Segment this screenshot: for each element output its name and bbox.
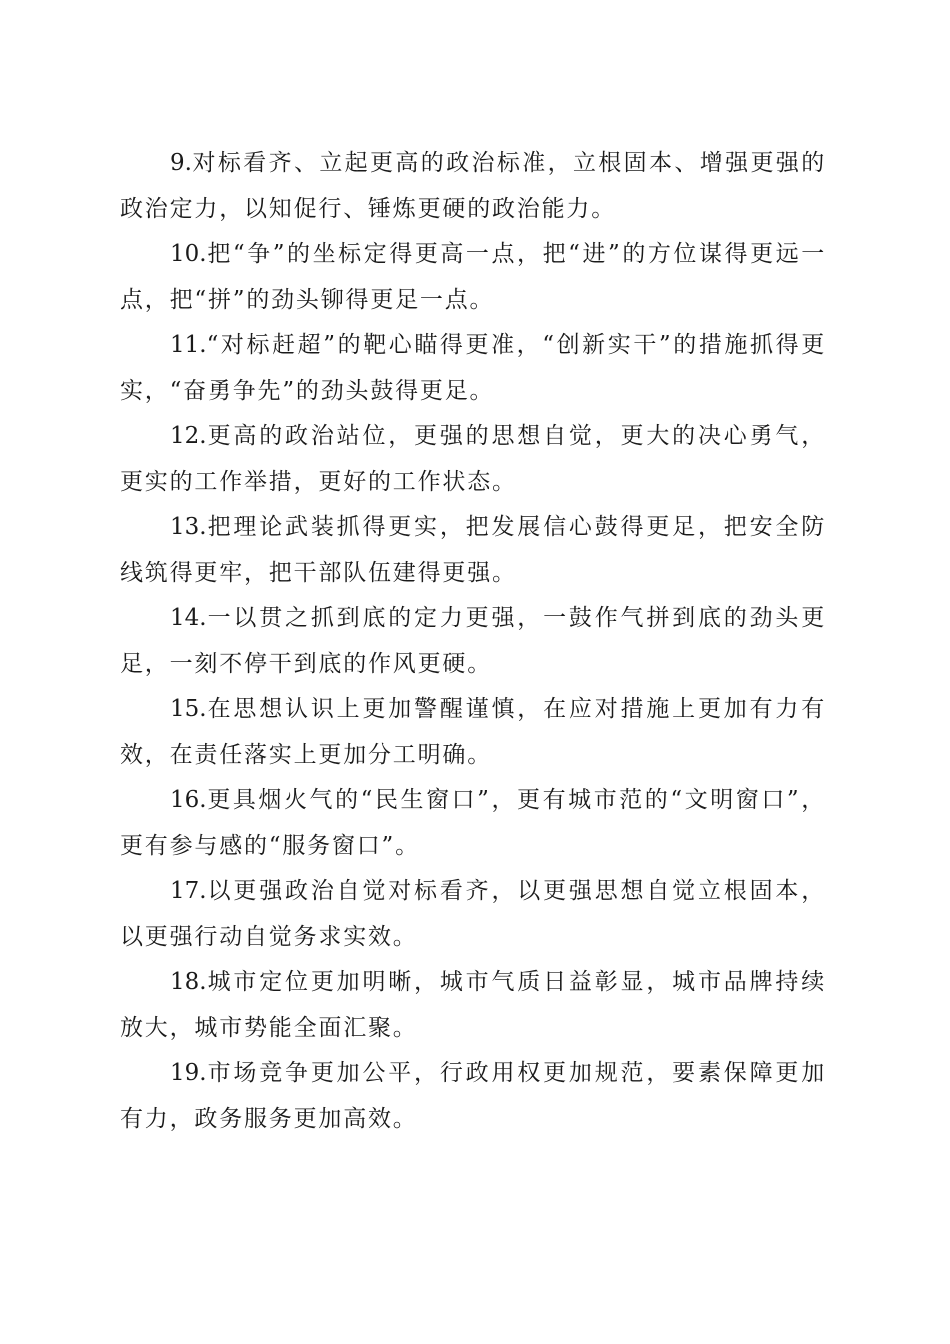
- item-text: 城市定位更加明晰，城市气质日益彰显，城市品牌持续放大，城市势能全面汇聚。: [120, 969, 826, 1041]
- item-text: 一以贯之抓到底的定力更强，一鼓作气拼到底的劲头更足，一刻不停干到底的作风更硬。: [120, 605, 826, 677]
- item-number: 10.: [170, 241, 207, 267]
- item-text: 更具烟火气的“民生窗口”，更有城市范的“文明窗口”，更有参与感的“服务窗口”。: [120, 787, 826, 859]
- list-item: [120, 960, 826, 1051]
- list-item: [120, 869, 826, 960]
- item-text: “对标赶超”的靶心瞄得更准，“创新实干”的措施抓得更实，“奋勇争先”的劲头鼓得更足。: [120, 332, 826, 404]
- item-text: 更高的政治站位，更强的思想自觉，更大的决心勇气，更实的工作举措，更好的工作状态。: [120, 423, 826, 495]
- item-number: 9.: [170, 150, 192, 176]
- list-item: [120, 778, 826, 869]
- item-number: 17.: [170, 878, 207, 904]
- item-number: 13.: [170, 514, 207, 540]
- item-number: 19.: [170, 1060, 207, 1086]
- list-item: [120, 141, 826, 232]
- list-item: [120, 505, 826, 596]
- list-item: [120, 596, 826, 687]
- item-number: 16.: [170, 787, 207, 813]
- item-number: 14.: [170, 605, 207, 631]
- item-number: 18.: [170, 969, 207, 995]
- list-item: [120, 414, 826, 505]
- item-text: 市场竞争更加公平，行政用权更加规范，要素保障更加有力，政务服务更加高效。: [120, 1060, 826, 1132]
- item-number: 11.: [170, 332, 207, 358]
- list-item: [120, 1051, 826, 1142]
- item-text: 以更强政治自觉对标看齐，以更强思想自觉立根固本，以更强行动自觉务求实效。: [120, 878, 826, 950]
- item-text: 把“争”的坐标定得更高一点，把“进”的方位谋得更远一点，把“拼”的劲头铆得更足一点。: [120, 241, 826, 313]
- item-number: 12.: [170, 423, 207, 449]
- document-body: [120, 141, 826, 1142]
- list-item: [120, 687, 826, 778]
- item-text: 把理论武装抓得更实，把发展信心鼓得更足，把安全防线筑得更牢，把干部队伍建得更强。: [120, 514, 826, 586]
- list-item: [120, 232, 826, 323]
- item-number: 15.: [170, 696, 207, 722]
- item-text: 对标看齐、立起更高的政治标准，立根固本、增强更强的政治定力，以知促行、锤炼更硬的政治能力。: [120, 150, 826, 222]
- item-text: 在思想认识上更加警醒谨慎，在应对措施上更加有力有效，在责任落实上更加分工明确。: [120, 696, 826, 768]
- list-item: [120, 323, 826, 414]
